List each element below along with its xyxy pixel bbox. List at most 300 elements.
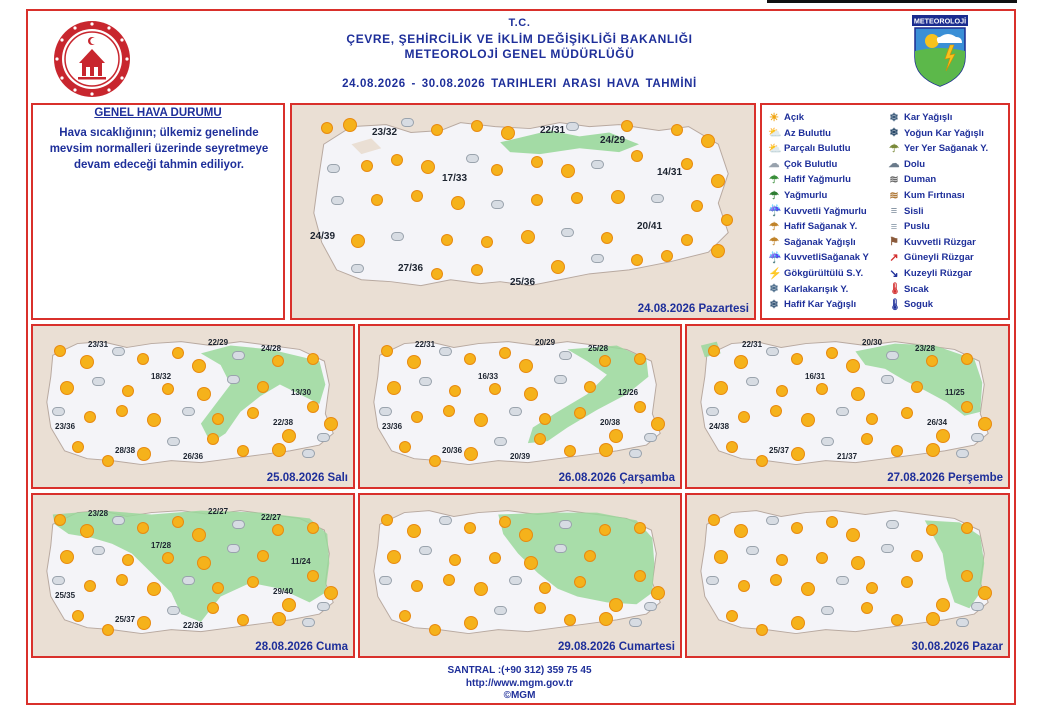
sun-icon bbox=[585, 551, 595, 561]
legend-label: Kuvvetli Rüzgar bbox=[904, 236, 976, 248]
sun-icon bbox=[722, 215, 732, 225]
sun-icon bbox=[85, 581, 95, 591]
cloud-icon bbox=[53, 408, 64, 415]
north-wind-icon: ↘ bbox=[889, 267, 899, 280]
sun-icon bbox=[198, 557, 210, 569]
temperature-range-label: 14/31 bbox=[657, 167, 683, 178]
turkey-map bbox=[687, 326, 1008, 487]
sun-icon bbox=[322, 123, 332, 133]
cloud-icon bbox=[882, 545, 893, 552]
turkey-map bbox=[687, 495, 1008, 656]
temperature-range-label: 17/28 bbox=[151, 541, 172, 550]
fog-icon: ≡ bbox=[890, 205, 898, 218]
cloud-icon bbox=[113, 517, 124, 524]
legend-item bbox=[888, 172, 936, 187]
cloud-icon bbox=[492, 201, 503, 208]
sun-icon bbox=[632, 255, 642, 265]
cloud-icon bbox=[93, 378, 104, 385]
map-day-7[interactable] bbox=[685, 493, 1010, 658]
sun-icon bbox=[692, 201, 702, 211]
sun-icon bbox=[148, 583, 160, 595]
sun-icon bbox=[55, 346, 65, 356]
cloud-icon bbox=[233, 352, 244, 359]
shower-icon: ☂ bbox=[769, 236, 779, 249]
sun-icon bbox=[308, 523, 318, 533]
sun-icon bbox=[352, 235, 364, 247]
sun-icon bbox=[472, 265, 482, 275]
sun-icon bbox=[163, 553, 173, 563]
sun-icon bbox=[408, 356, 420, 368]
legend-item bbox=[768, 141, 851, 156]
sun-icon bbox=[430, 456, 440, 466]
cloud-icon bbox=[332, 197, 343, 204]
sun-icon bbox=[412, 412, 422, 422]
legend-label: Açık bbox=[784, 112, 805, 123]
sun-icon bbox=[771, 575, 781, 585]
cloud-icon bbox=[592, 255, 603, 262]
sun-icon bbox=[500, 517, 510, 527]
cloud-icon bbox=[168, 607, 179, 614]
sun-icon bbox=[163, 384, 173, 394]
temperature-range-label: 13/30 bbox=[291, 388, 312, 397]
sun-icon bbox=[852, 388, 864, 400]
cloud-icon bbox=[707, 577, 718, 584]
sun-icon bbox=[727, 442, 737, 452]
legend-label: Az Bulutlu bbox=[784, 127, 831, 139]
sun-icon bbox=[709, 346, 719, 356]
legend-item bbox=[768, 250, 869, 265]
footer-url-link[interactable]: http://www.mgm.gov.tr bbox=[465, 678, 574, 689]
sun-icon bbox=[392, 155, 402, 165]
light-snow-icon: ❄ bbox=[769, 298, 779, 311]
sun-icon bbox=[847, 529, 859, 541]
cloud-icon bbox=[747, 378, 758, 385]
sun-icon bbox=[927, 525, 937, 535]
sun-icon bbox=[520, 529, 532, 541]
general-weather-title: GENEL HAVA DURUMU bbox=[94, 107, 222, 119]
sun-icon bbox=[475, 583, 487, 595]
cloud-icon bbox=[822, 438, 833, 445]
sun-icon bbox=[622, 121, 632, 131]
legend-label: Güneyli Rüzgar bbox=[904, 252, 974, 264]
sun-icon bbox=[962, 523, 972, 533]
sun-icon bbox=[867, 583, 877, 593]
legend-item bbox=[768, 266, 863, 281]
general-weather-panel bbox=[31, 103, 285, 320]
legend-label: Gökgürültülü S.Y. bbox=[784, 268, 864, 279]
sun-icon bbox=[600, 525, 610, 535]
sun-icon bbox=[682, 235, 692, 245]
legend-item bbox=[768, 188, 827, 203]
cloud-icon bbox=[767, 517, 778, 524]
heavy-shower-icon: ☔ bbox=[768, 251, 782, 264]
sun-icon bbox=[532, 157, 542, 167]
temperature-range-label: 20/39 bbox=[510, 452, 531, 461]
legend-label: Sağanak Yağışlı bbox=[784, 236, 856, 248]
cloud-icon bbox=[380, 408, 391, 415]
temperature-range-label: 25/36 bbox=[510, 277, 536, 288]
hot-icon: 🌡 bbox=[888, 283, 902, 296]
sun-icon bbox=[712, 245, 724, 257]
sun-icon bbox=[138, 617, 150, 629]
sun-icon bbox=[662, 251, 672, 261]
sun-icon bbox=[739, 412, 749, 422]
sun-icon bbox=[475, 414, 487, 426]
legend-label: Sıcak bbox=[904, 283, 929, 295]
legend-item bbox=[768, 204, 867, 219]
legend-item bbox=[768, 157, 837, 172]
cloud-icon bbox=[495, 607, 506, 614]
sun-icon bbox=[572, 193, 582, 203]
temperature-range-label: 12/26 bbox=[618, 388, 639, 397]
temperature-range-label: 22/38 bbox=[273, 418, 294, 427]
sun-icon bbox=[927, 444, 939, 456]
legend-label: Çok Bulutlu bbox=[784, 158, 838, 170]
sun-icon bbox=[522, 231, 534, 243]
sun-icon bbox=[792, 523, 802, 533]
cloud-icon bbox=[440, 348, 451, 355]
sun-icon bbox=[777, 555, 787, 565]
cloud-icon bbox=[555, 376, 566, 383]
sun-icon bbox=[412, 581, 422, 591]
cloudy-icon: ☁ bbox=[768, 158, 780, 171]
sun-icon bbox=[193, 529, 205, 541]
legend-item bbox=[888, 126, 984, 141]
temperature-range-label: 22/29 bbox=[208, 338, 229, 347]
sun-icon bbox=[757, 456, 767, 466]
map-day-2[interactable] bbox=[31, 324, 355, 489]
legend-item bbox=[888, 141, 988, 156]
sun-icon bbox=[862, 603, 872, 613]
sun-icon bbox=[138, 523, 148, 533]
sun-icon bbox=[771, 406, 781, 416]
temperature-range-label: 28/38 bbox=[115, 446, 136, 455]
sun-icon bbox=[450, 386, 460, 396]
cloud-icon bbox=[303, 450, 314, 457]
sun-icon bbox=[600, 613, 612, 625]
sun-icon bbox=[103, 456, 113, 466]
cloud-icon bbox=[495, 438, 506, 445]
temperature-range-label: 22/27 bbox=[261, 513, 282, 522]
header-tc: T.C. bbox=[508, 17, 531, 29]
cloud-icon bbox=[972, 434, 983, 441]
sun-icon bbox=[565, 615, 575, 625]
sun-icon bbox=[635, 354, 645, 364]
sun-icon bbox=[444, 575, 454, 585]
sun-icon bbox=[55, 515, 65, 525]
header-directorate: METEOROLOJİ GENEL MÜDÜRLÜĞÜ bbox=[404, 47, 635, 61]
sun-icon bbox=[709, 515, 719, 525]
legend-item bbox=[888, 282, 929, 297]
legend-label: Kar Yağışlı bbox=[904, 112, 953, 123]
sun-icon bbox=[444, 406, 454, 416]
cloud-icon bbox=[555, 545, 566, 552]
sun-icon bbox=[465, 523, 475, 533]
cloud-icon bbox=[183, 577, 194, 584]
sun-icon bbox=[610, 430, 622, 442]
turkey-map bbox=[360, 495, 680, 656]
temperature-range-label: 21/37 bbox=[837, 452, 858, 461]
cloud-icon bbox=[837, 408, 848, 415]
sun-icon bbox=[535, 603, 545, 613]
sun-icon bbox=[308, 571, 318, 581]
sun-icon bbox=[452, 197, 464, 209]
legend-label: Sisli bbox=[904, 205, 924, 217]
sun-icon bbox=[432, 125, 442, 135]
map-day-5[interactable] bbox=[31, 493, 355, 658]
temperature-range-label: 20/29 bbox=[535, 338, 556, 347]
cloud-icon bbox=[560, 352, 571, 359]
legend-item bbox=[888, 204, 924, 219]
cloud-icon bbox=[560, 521, 571, 528]
cloud-icon bbox=[652, 195, 663, 202]
cloud-icon bbox=[53, 577, 64, 584]
cold-icon: 🌡 bbox=[888, 298, 902, 311]
temperature-range-label: 24/38 bbox=[709, 422, 730, 431]
legend-item bbox=[768, 282, 848, 297]
sun-icon bbox=[802, 414, 814, 426]
header-forecast-range: 24.08.2026 - 30.08.2026 TARIHLERI ARASI HAVA TAHMİNİ bbox=[342, 78, 697, 90]
cloud-icon bbox=[767, 348, 778, 355]
map-day-7-caption: 30.08.2026 Pazar bbox=[911, 641, 1003, 653]
temperature-range-label: 11/25 bbox=[945, 388, 965, 397]
cloud-icon bbox=[113, 348, 124, 355]
temperature-range-label: 24/29 bbox=[600, 135, 626, 146]
legend-label: Kuvvetli Yağmurlu bbox=[784, 205, 867, 217]
temperature-range-label: 23/32 bbox=[372, 127, 398, 138]
sun-icon bbox=[138, 354, 148, 364]
sun-icon bbox=[847, 360, 859, 372]
sun-icon bbox=[490, 384, 500, 394]
sun-icon bbox=[912, 382, 922, 392]
local-shower-icon: ☂ bbox=[889, 142, 899, 155]
sun-icon bbox=[388, 551, 400, 563]
sun-icon bbox=[123, 386, 133, 396]
sun-icon bbox=[308, 402, 318, 412]
sun-icon bbox=[442, 235, 452, 245]
cloud-icon bbox=[318, 603, 329, 610]
sun-icon bbox=[258, 551, 268, 561]
sun-icon bbox=[652, 418, 664, 430]
temperature-range-label: 29/40 bbox=[273, 587, 294, 596]
sun-icon bbox=[712, 175, 724, 187]
sun-icon bbox=[715, 382, 727, 394]
sun-icon bbox=[652, 587, 664, 599]
temperature-range-label: 16/33 bbox=[478, 372, 499, 381]
cloud-icon bbox=[957, 450, 968, 457]
mist-icon: ≡ bbox=[890, 220, 898, 233]
sun-icon bbox=[123, 555, 133, 565]
sun-icon bbox=[408, 525, 420, 537]
snow-icon: ❄ bbox=[889, 111, 899, 124]
sun-icon bbox=[565, 446, 575, 456]
sun-icon bbox=[757, 625, 767, 635]
sun-icon bbox=[273, 444, 285, 456]
cloud-icon bbox=[645, 603, 656, 610]
sun-icon bbox=[412, 191, 422, 201]
sun-icon bbox=[817, 384, 827, 394]
temperature-range-label: 20/38 bbox=[600, 418, 621, 427]
temperature-range-label: 20/30 bbox=[862, 338, 883, 347]
sun-icon bbox=[525, 557, 537, 569]
sun-icon bbox=[962, 571, 972, 581]
sun-icon bbox=[777, 386, 787, 396]
sun-icon bbox=[325, 418, 337, 430]
sun-icon bbox=[979, 587, 991, 599]
sun-icon bbox=[400, 442, 410, 452]
strong-wind-icon: ⚑ bbox=[889, 236, 899, 249]
sun-icon bbox=[792, 354, 802, 364]
temperature-range-label: 25/35 bbox=[55, 591, 76, 600]
sun-icon bbox=[632, 151, 642, 161]
sun-icon bbox=[715, 551, 727, 563]
cloud-icon bbox=[887, 352, 898, 359]
legend-item bbox=[888, 266, 972, 281]
cloud-icon bbox=[837, 577, 848, 584]
sun-icon bbox=[61, 551, 73, 563]
footer-copyright: ©MGM bbox=[503, 690, 536, 701]
map-day-1[interactable] bbox=[290, 103, 756, 320]
cloud-icon bbox=[93, 547, 104, 554]
cloud-icon bbox=[645, 434, 656, 441]
svg-text:METEOROLOJİ: METEOROLOJİ bbox=[913, 16, 967, 26]
temperature-range-label: 11/24 bbox=[291, 557, 311, 566]
temperature-range-label: 24/39 bbox=[310, 231, 336, 242]
sun-icon bbox=[867, 414, 877, 424]
sun-icon bbox=[273, 613, 285, 625]
legend-item bbox=[888, 188, 965, 203]
heavy-rain-icon: ☔ bbox=[768, 205, 782, 218]
cloud-icon bbox=[957, 619, 968, 626]
legend-item bbox=[768, 235, 856, 250]
sun-icon bbox=[520, 360, 532, 372]
cloud-icon bbox=[402, 119, 413, 126]
legend-label: Dolu bbox=[904, 158, 926, 170]
sun-icon bbox=[432, 269, 442, 279]
sun-icon bbox=[173, 517, 183, 527]
sun-icon bbox=[552, 261, 564, 273]
map-day-1-caption: 24.08.2026 Pazartesi bbox=[637, 303, 749, 315]
cloud-icon bbox=[510, 408, 521, 415]
sun-icon bbox=[602, 233, 612, 243]
sun-icon bbox=[430, 625, 440, 635]
sun-icon bbox=[148, 414, 160, 426]
sun-icon bbox=[81, 525, 93, 537]
sun-icon bbox=[382, 346, 392, 356]
temperature-range-label: 20/36 bbox=[442, 446, 463, 455]
sun-icon bbox=[937, 599, 949, 611]
sun-icon bbox=[273, 525, 283, 535]
map-day-3[interactable] bbox=[358, 324, 682, 489]
heavy-snow-icon: ❄ bbox=[889, 127, 899, 140]
sun-icon bbox=[450, 555, 460, 565]
temperature-range-label: 26/34 bbox=[927, 418, 948, 427]
temperature-range-label: 23/28 bbox=[88, 509, 109, 518]
rain-icon: ☂ bbox=[769, 189, 779, 202]
sun-icon bbox=[422, 161, 434, 173]
map-day-5-caption: 28.08.2026 Cuma bbox=[255, 641, 348, 653]
sun-icon bbox=[117, 575, 127, 585]
legend-label: Soguk bbox=[904, 299, 934, 311]
sun-icon bbox=[792, 617, 804, 629]
cloud-icon bbox=[562, 229, 573, 236]
sun-icon bbox=[562, 165, 574, 177]
sun-icon bbox=[702, 135, 714, 147]
map-day-4[interactable] bbox=[685, 324, 1010, 489]
temperature-range-label: 20/41 bbox=[637, 221, 663, 232]
sun-icon bbox=[962, 402, 972, 412]
turkey-map bbox=[33, 326, 353, 487]
sun-icon bbox=[362, 161, 372, 171]
sun-icon bbox=[248, 408, 258, 418]
map-day-6-caption: 29.08.2026 Cumartesi bbox=[558, 641, 675, 653]
sun-icon bbox=[248, 577, 258, 587]
legend-item bbox=[768, 297, 856, 312]
sun-icon bbox=[535, 434, 545, 444]
sun-icon bbox=[238, 446, 248, 456]
sun-icon bbox=[585, 382, 595, 392]
sun-icon bbox=[273, 356, 283, 366]
sun-icon bbox=[344, 119, 356, 131]
cloud-icon bbox=[420, 547, 431, 554]
temperature-range-label: 26/36 bbox=[183, 452, 204, 461]
sun-icon bbox=[372, 195, 382, 205]
legend-label: Kum Fırtınası bbox=[904, 190, 965, 201]
sun-icon bbox=[635, 523, 645, 533]
hail-icon: ☁ bbox=[888, 158, 900, 171]
sun-icon bbox=[817, 553, 827, 563]
sun-icon bbox=[852, 557, 864, 569]
sun-icon bbox=[727, 611, 737, 621]
sun-icon bbox=[672, 125, 682, 135]
sun-icon bbox=[382, 515, 392, 525]
legend-label: Kuzeyli Rüzgar bbox=[904, 268, 973, 279]
cloud-icon bbox=[303, 619, 314, 626]
map-day-6[interactable] bbox=[358, 493, 682, 658]
sun-icon bbox=[827, 348, 837, 358]
map-day-2-caption: 25.08.2026 Salı bbox=[266, 472, 348, 484]
legend-item bbox=[768, 126, 831, 141]
sun-icon bbox=[540, 583, 550, 593]
legend-label: Hafif Kar Yağışlı bbox=[784, 299, 857, 311]
light-rain-icon: ☂ bbox=[769, 173, 779, 186]
temperature-range-label: 27/36 bbox=[398, 263, 424, 274]
top-bar bbox=[767, 0, 1017, 3]
sun-icon bbox=[492, 165, 502, 175]
clear-sun-icon: ☀ bbox=[769, 111, 779, 124]
sun-icon bbox=[61, 382, 73, 394]
sun-icon bbox=[388, 382, 400, 394]
legend-label: Yer Yer Sağanak Y. bbox=[904, 143, 989, 155]
temperature-range-label: 25/37 bbox=[769, 446, 790, 455]
sun-icon bbox=[138, 448, 150, 460]
temperature-range-label: 22/31 bbox=[742, 340, 763, 349]
legend-item bbox=[768, 110, 804, 125]
map-day-3-caption: 26.08.2026 Çarşamba bbox=[558, 472, 675, 484]
turkey-map bbox=[33, 495, 353, 656]
temperature-range-label: 16/31 bbox=[805, 372, 826, 381]
sun-icon bbox=[802, 583, 814, 595]
temperature-range-label: 22/31 bbox=[415, 340, 436, 349]
sun-icon bbox=[962, 354, 972, 364]
legend-label: Hafif Sağanak Y. bbox=[784, 221, 858, 233]
sun-icon bbox=[937, 430, 949, 442]
sun-icon bbox=[612, 191, 624, 203]
sandstorm-icon: ≋ bbox=[889, 189, 899, 202]
sun-icon bbox=[208, 603, 218, 613]
legend-label: Yağmurlu bbox=[784, 190, 828, 201]
sun-icon bbox=[827, 517, 837, 527]
